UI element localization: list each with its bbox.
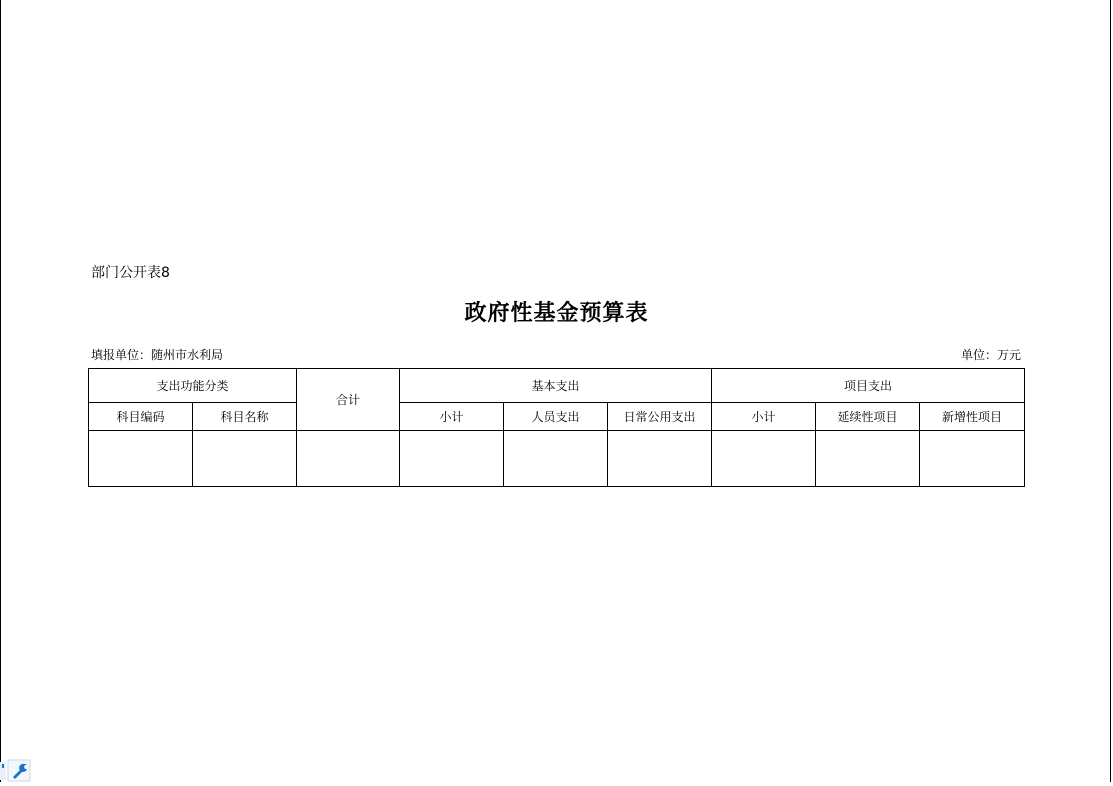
page-border-right [1110,0,1111,782]
header-subject-code: 科目编码 [89,403,193,431]
header-personnel-expenditure: 人员支出 [504,403,608,431]
corner-toolbar[interactable] [0,758,32,782]
wrench-icon[interactable] [0,758,32,782]
table-header-row [89,369,1025,403]
header-total: 合计 [297,369,400,431]
header-basic-subtotal: 小计 [400,403,504,431]
header-subject-name: 科目名称 [193,403,297,431]
page-title: 政府性基金预算表 [464,300,649,326]
header-continuing-projects: 延续性项目 [816,403,920,431]
form-id-label: 部门公开表8 [91,265,170,281]
header-new-projects: 新增性项目 [920,403,1025,431]
header-public-expenditure: 日常公用支出 [608,403,712,431]
table-cell [816,431,920,487]
filler-unit-label: 填报单位：随州市水利局 [91,348,224,362]
money-unit-label: 单位：万元 [960,348,1021,362]
table-cell [400,431,504,487]
table-cell [608,431,712,487]
table-row [89,431,1025,487]
table-cell [193,431,297,487]
table-cell [504,431,608,487]
table-cell [297,431,400,487]
table-subheader-row [89,403,1025,431]
page-border-left [0,0,1,782]
header-project-expenditure: 项目支出 [712,369,1025,403]
budget-table [88,368,1025,487]
table-cell [712,431,816,487]
header-project-subtotal: 小计 [712,403,816,431]
header-function-category: 支出功能分类 [89,369,297,403]
header-basic-expenditure: 基本支出 [400,369,712,403]
table-cell [920,431,1025,487]
table-cell [89,431,193,487]
